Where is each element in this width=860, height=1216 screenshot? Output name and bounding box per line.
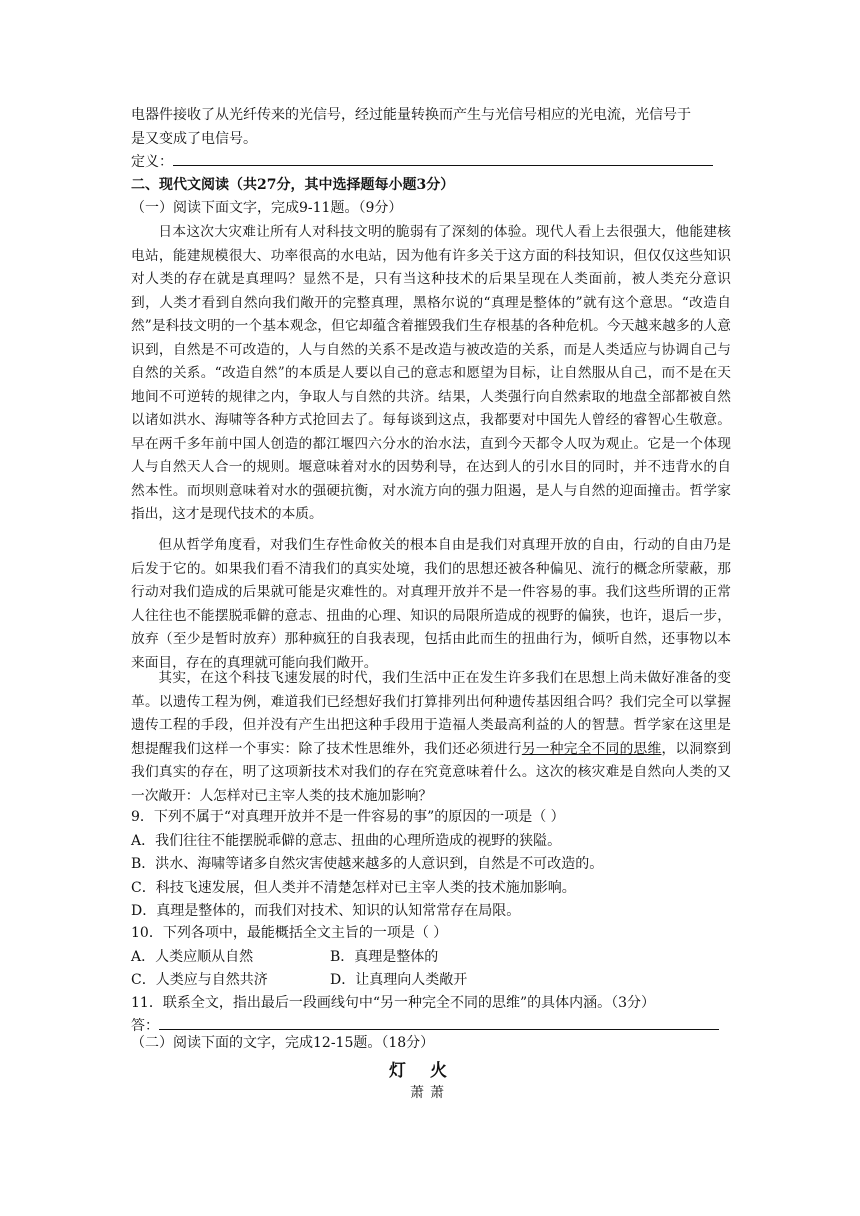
intro-line-1: 电器件接收了从光纤传来的光信号，经过能量转换而产生与光信号相应的光电流，光信号于: [131, 107, 691, 123]
paragraph-3-text-b: ，以洞察到我们真实的存在，明了这项新技术对我们的存在究竟意味着什么。这次的核灾难是自然向人类的又一次敞开：人怎样对已主宰人类的技术施加影响？: [131, 740, 731, 804]
q9-option-d[interactable]: D．真理是整体的，而我们对技术、知识的认知常常存在局限。: [131, 903, 521, 919]
intro-line-2: 是又变成了电信号。: [131, 131, 257, 147]
definition-row: [131, 151, 731, 175]
q9-option-a[interactable]: A．我们往往不能摆脱乖僻的意志、扭曲的心理所造成的视野的狭隘。: [131, 833, 562, 849]
definition-label: 定义：: [131, 154, 173, 170]
question-11: 11．联系全文，指出最后一段画线句中“另一种完全不同的思维”的具体内涵。（3分）: [131, 995, 656, 1011]
q10-option-c[interactable]: C．人类应与自然共济: [131, 972, 268, 988]
part1-instruction: （一）阅读下面文字，完成9-11题。（9分）: [131, 200, 403, 216]
answer-label: 答：: [131, 1018, 159, 1034]
q10-option-b[interactable]: B．真理是整体的: [330, 949, 439, 965]
passage-paragraph-3: [131, 667, 731, 808]
paragraph-3-text-a: 其实，在这个科技飞速发展的时代，我们生活中正在发生许多我们在思想上尚未做好准备的变革。以遗传工程为例，难道我们已经想好我们打算排列出何种遗传基因组合吗？我们完全可以掌握遗传工程的手段，但并没有产生出把这种手段用于造福人类最高利益的人的智慧。哲学家在这里是想提醒我们这样一个事实：除了技术性思维外，我们还必须进行: [131, 670, 731, 757]
definition-answer-line[interactable]: [173, 151, 713, 166]
q10-options-row-1: [131, 946, 438, 970]
passage-paragraph-1: 日本这次大灾难让所有人对科技文明的脆弱有了深刻的体验。现代人看上去很强大，他能建核电站，能建规模很大、功率很高的水电站，因为他有许多关于这方面的科技知识，但仅仅这些知识对人类的存在就是真理吗？显然不是，只有当这种技术的后果呈现在人类面前，被人类充分意识到，人类才看到自然向我们敞开的完整真理，黑格尔说的“真理是整体的”就有这个意思。“改造自然”是科技文明的一个基本观念，但它却蕴含着摧毁我们生存根基的各种危机。今天越来越多的人意识到，自然是不可改造的，人与自然的关系不是改造与被改造的关系，而是人类适应与协调自己与自然的关系。“改造自然”的本质是人要以自己的意志和愿望为目标，让自然服从自己，而不是在天地间不可逆转的规律之内，争取人与自然的共济。结果，人类强行向自然索取的地盘全部都被自然以诸如洪水、海啸等各种方式抢回去了。每每谈到这点，我都要对中国先人曾经的睿智心生敬意。早在两千多年前中国人创造的都江堰四六分水的治水法，直到今天都令人叹为观止。它是一个体现人与自然天人合一的规则。堰意味着对水的因势利导，在达到人的引水目的同时，并不违背水的自然本性。而坝则意味着对水的强硬抗衡，对水流方向的强力阻遏，是人与自然的迎面撞击。哲学家指出，这才是现代技术的本质。: [131, 224, 731, 522]
part2-instruction: （二）阅读下面的文字，完成12-15题。（18分）: [131, 1035, 435, 1051]
section-heading: 二、现代文阅读（共27分，其中选择题每小题3分）: [131, 177, 455, 193]
story-author: 萧萧: [410, 1085, 450, 1101]
underlined-phrase: 另一种完全不同的思维: [521, 740, 662, 757]
q9-option-c[interactable]: C．科技飞速发展，但人类并不清楚怎样对已主宰人类的技术施加影响。: [131, 880, 576, 896]
story-title: 灯火: [389, 1061, 471, 1081]
q10-option-d[interactable]: D．让真理向人类敞开: [330, 972, 468, 988]
passage-paragraph-2: 但从哲学角度看，对我们生存性命攸关的根本自由是我们对真理开放的自由，行动的自由乃是后发于它的。如果我们看不清我们的真实处境，我们的思想还被各种偏见、流行的概念所蒙蔽，那行动对我们造成的后果就可能是灾难性的。对真理开放并不是一件容易的事。我们这些所谓的正常人往往也不能摆脱乖僻的意志、扭曲的心理、知识的局限所造成的视野的偏狭，也许，退后一步，放弃（至少是暂时放弃）那种疯狂的自我表现，包括由此而生的扭曲行为，倾听自然，还事物以本来面目，存在的真理就可能向我们敞开。: [131, 537, 731, 671]
q10-option-a[interactable]: A．人类应顺从自然: [131, 949, 254, 965]
question-10: 10．下列各项中，最能概括全文主旨的一项是（ ）: [131, 925, 448, 941]
q9-option-b[interactable]: B．洪水、海啸等诸多自然灾害使越来越多的人意识到，自然是不可改造的。: [131, 856, 604, 872]
q10-options-row-2: [131, 969, 467, 993]
question-9: 9．下列不属于“对真理开放并不是一件容易的事”的原因的一项是（ ）: [131, 809, 565, 825]
answer-line[interactable]: [159, 1015, 719, 1030]
